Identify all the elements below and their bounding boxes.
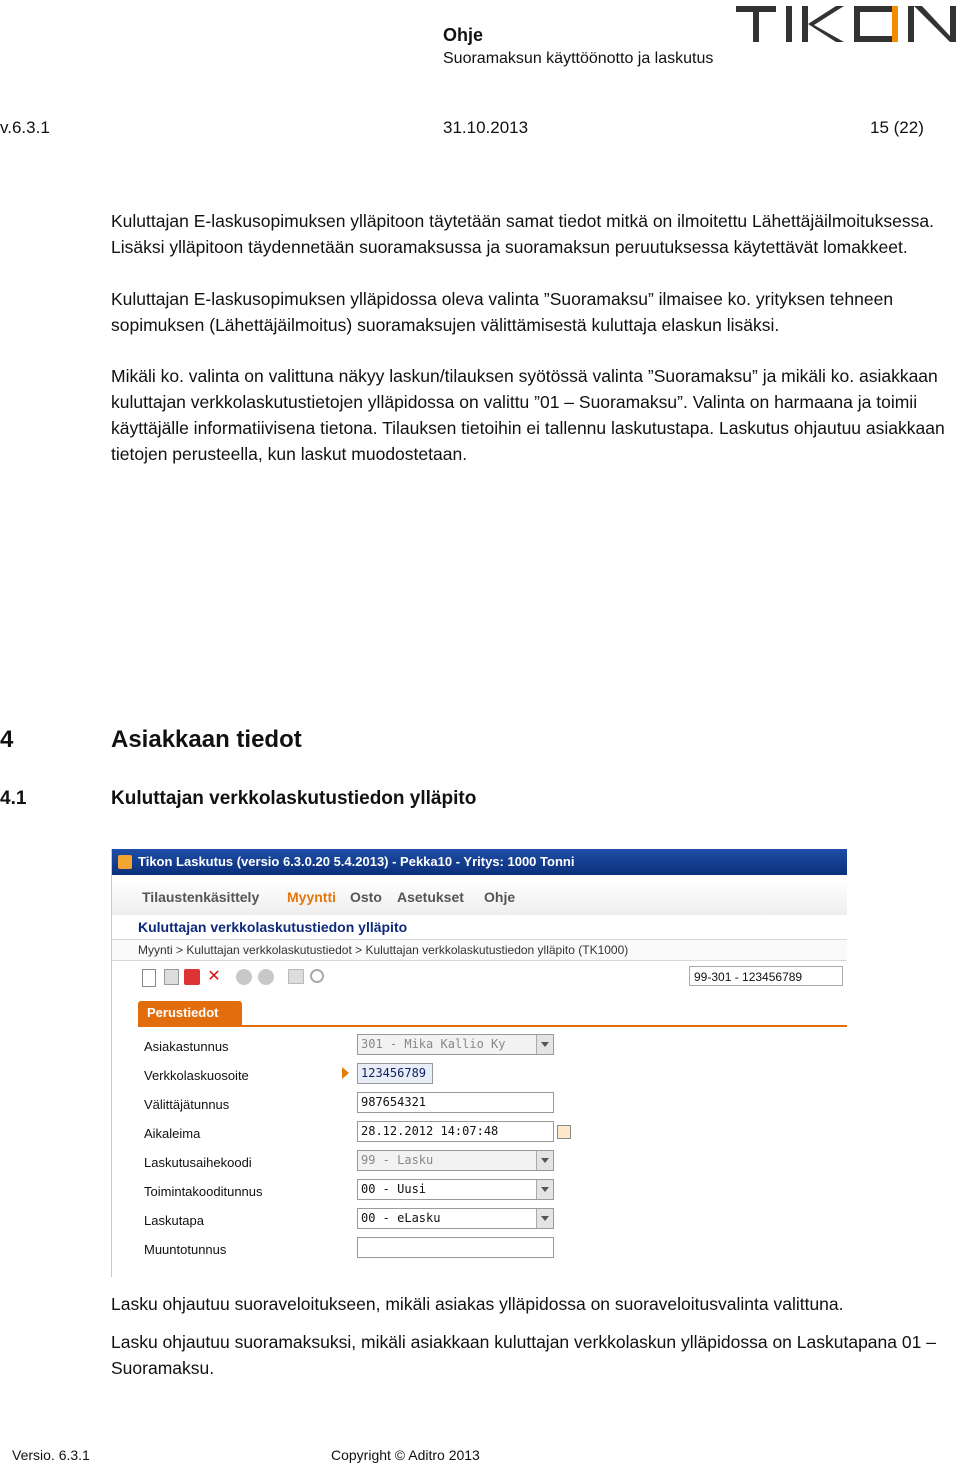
- field-label: Laskutapa: [144, 1213, 204, 1228]
- field-value: 00 - Uusi: [361, 1182, 427, 1196]
- section-number: 4: [0, 726, 14, 753]
- section-title: Asiakkaan tiedot: [111, 726, 302, 753]
- subsection-title: Kuluttajan verkkolaskutustiedon ylläpito: [111, 788, 477, 809]
- paragraph: Mikäli ko. valinta on valittuna näkyy laskun/tilauksen syötössä valinta ”Suoramaksu” ja mikäli ko. asiakkaan kuluttajan verkkolaskutustietojen ylläpidossa on valittu ”01 – Suoramaksu”. Valinta on harmaana ja toimii käyttäjälle informatiivisena tietona. Tilauksen tietoihin ei tallennu laskutustapa. Laskutus ohjautuu asiakkaan tietojen perusteella, kun laskut muodostetaan.: [111, 366, 945, 464]
- asiakastunnus-select[interactable]: [357, 1034, 554, 1055]
- app-screenshot: [111, 849, 847, 1277]
- cut-icon[interactable]: [184, 969, 200, 985]
- tikon-logo: [736, 4, 958, 44]
- version-label: v.6.3.1: [0, 118, 50, 137]
- toimintakooditunnus-select[interactable]: [357, 1179, 554, 1200]
- field-value: 99 - Lasku: [361, 1153, 434, 1167]
- field-label: Verkkolaskuosoite: [144, 1068, 249, 1083]
- menu-item[interactable]: Myyntti: [287, 889, 336, 905]
- breadcrumb: [112, 939, 847, 961]
- doc-subtitle: Suoramaksun käyttöönotto ja laskutus: [443, 50, 714, 67]
- forward-icon[interactable]: [258, 969, 274, 985]
- paragraph: Kuluttajan E-laskusopimuksen ylläpitoon täytetään samat tiedot mitkä on ilmoitettu Lähettäjäilmoituksessa. Lisäksi ylläpitoon täydennetään suoramaksussa ja suoramaksun peruutuksessa käytettävät lomakkeet.: [111, 211, 934, 257]
- breadcrumb-text: Myynti > Kuluttajan verkkolaskutustiedot > Kuluttajan verkkolaskutustiedon ylläpito (TK1000): [138, 943, 629, 957]
- tab-perustiedot[interactable]: Perustiedot: [138, 1001, 242, 1025]
- form-row: [138, 1235, 847, 1264]
- calendar-icon[interactable]: [557, 1125, 571, 1139]
- form-row: [138, 1090, 847, 1119]
- footer-copyright: Copyright © Aditro 2013: [331, 1447, 480, 1463]
- verkkolaskuosoite-input[interactable]: 123456789: [357, 1063, 433, 1084]
- form-row: [138, 1148, 847, 1177]
- field-label: Toimintakooditunnus: [144, 1184, 263, 1199]
- toolbar: [138, 967, 378, 989]
- print-icon[interactable]: [288, 969, 304, 984]
- form-row: [138, 1032, 847, 1061]
- paragraph: Kuluttajan E-laskusopimuksen ylläpidossa oleva valinta ”Suoramaksu” ilmaisee ko. yrityksen tehneen sopimuksen (Lähettäjäilmoitus) suoramaksujen välittämisestä kuluttaja elaskun lisäksi.: [111, 289, 894, 335]
- current-field-arrow-icon: [342, 1067, 349, 1079]
- chevron-down-icon[interactable]: [536, 1151, 553, 1170]
- field-label: Laskutusaihekoodi: [144, 1155, 252, 1170]
- form-row: [138, 1061, 847, 1090]
- field-label: Aikaleima: [144, 1126, 201, 1141]
- form-row: [138, 1206, 847, 1235]
- chevron-down-icon[interactable]: [536, 1035, 553, 1054]
- paragraph: Lasku ohjautuu suoramaksuksi, mikäli asiakkaan kuluttajan verkkolaskun ylläpidossa on Laskutapana 01 – Suoramaksu.: [111, 1332, 936, 1378]
- save-icon[interactable]: [164, 969, 179, 985]
- app-icon: [118, 855, 132, 869]
- tab-underline: [138, 1025, 847, 1027]
- menu-bar: [112, 879, 847, 915]
- form-row: [138, 1119, 847, 1148]
- chevron-down-icon[interactable]: [536, 1209, 553, 1228]
- menu-item[interactable]: Tilaustenkäsittely: [142, 889, 260, 905]
- record-id-field[interactable]: 99-301 - 123456789: [689, 966, 843, 986]
- laskutusaihekoodi-select[interactable]: [357, 1150, 554, 1171]
- window-titlebar: [112, 849, 847, 875]
- field-label: Asiakastunnus: [144, 1039, 229, 1054]
- aikaleima-input[interactable]: [357, 1121, 554, 1142]
- footer-version: Versio. 6.3.1: [12, 1447, 90, 1463]
- doc-date: 31.10.2013: [443, 118, 529, 137]
- field-label: Välittäjätunnus: [144, 1097, 230, 1112]
- menu-item[interactable]: Ohje: [484, 889, 516, 905]
- doc-type-title: Ohje: [443, 25, 484, 45]
- muuntotunnus-input[interactable]: [357, 1237, 554, 1258]
- page-number: 15 (22): [870, 118, 924, 137]
- search-icon[interactable]: [310, 969, 324, 983]
- form-title: Kuluttajan verkkolaskutustiedon ylläpito: [138, 919, 408, 935]
- paragraph: Lasku ohjautuu suoraveloitukseen, mikäli asiakas ylläpidossa on suoraveloitusvalinta valittuna.: [111, 1294, 844, 1314]
- menu-item[interactable]: Asetukset: [397, 889, 464, 905]
- valittajatunnus-input[interactable]: 987654321: [357, 1092, 554, 1113]
- field-value: 28.12.2012 14:07:48: [361, 1124, 499, 1138]
- back-icon[interactable]: [236, 969, 252, 985]
- menu-item[interactable]: Osto: [350, 889, 382, 905]
- delete-icon[interactable]: ✕: [207, 968, 221, 985]
- field-value: 00 - eLasku: [361, 1211, 441, 1225]
- form-row: [138, 1177, 847, 1206]
- field-value: 301 - Mika Kallio Ky: [361, 1037, 506, 1051]
- field-label: Muuntotunnus: [144, 1242, 227, 1257]
- window-title: Tikon Laskutus (versio 6.3.0.20 5.4.2013) - Pekka10 - Yritys: 1000 Tonni: [138, 854, 575, 869]
- new-document-icon[interactable]: [142, 969, 156, 987]
- laskutapa-select[interactable]: [357, 1208, 554, 1229]
- subsection-number: 4.1: [0, 788, 27, 809]
- chevron-down-icon[interactable]: [536, 1180, 553, 1199]
